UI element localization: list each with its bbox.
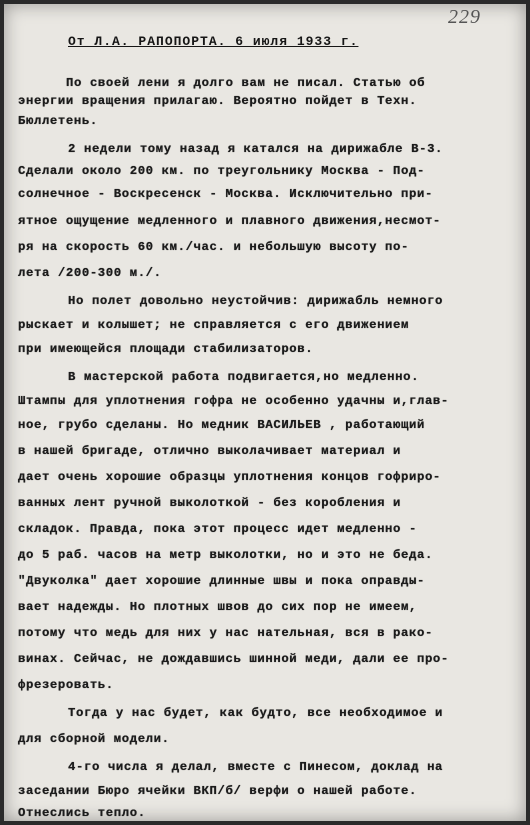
body-line: Бюллетень. (18, 114, 98, 128)
body-line: Штампы для уплотнения гофра не особенно удачны и,глав- (18, 394, 449, 408)
body-line: при имеющейся площади стабилизаторов. (18, 342, 314, 356)
body-line: 2 недели тому назад я катался на дирижабле В-3. (68, 142, 444, 156)
body-line: вает надежды. Но плотных швов до сих пор не имеем, (18, 600, 417, 614)
body-line: потому что медь для них у нас нательная, вся в рако- (18, 626, 433, 640)
body-line: Тогда у нас будет, как будто, все необходимое и (68, 706, 444, 720)
body-line: для сборной модели. (18, 732, 170, 746)
body-line: ря на скорость 60 км./час. и небольшую высоту по- (18, 240, 409, 254)
body-line: заседании Бюро ячейки ВКП/б/ верфи о нашей работе. (18, 784, 417, 798)
body-line: складок. Правда, пока этот процесс идет медленно - (18, 522, 417, 536)
body-line: солнечное - Воскресенск - Москва. Исключительно при- (18, 187, 433, 201)
body-line: лета /200-300 м./. (18, 266, 162, 280)
body-line: ное, грубо сделаны. Но медник ВАСИЛЬЕВ , работающий (18, 418, 425, 432)
body-line: рыскает и колышет; не справляется с его движением (18, 318, 409, 332)
body-line: в нашей бригаде, отлично выколачивает материал и (18, 444, 402, 458)
body-line: "Двуколка" дает хорошие длинные швы и пока оправды- (18, 574, 425, 588)
body-line: фрезеровать. (18, 678, 114, 692)
body-line: По своей лени я долго вам не писал. Статью об (66, 76, 426, 90)
archive-page-number: 229 (448, 6, 481, 28)
body-line: Отнеслись тепло. (18, 806, 146, 820)
body-line: В мастерской работа подвигается,но медленно. (68, 370, 420, 384)
body-line: ванных лент ручной выколоткой - без коробления и (18, 496, 402, 510)
body-line: Сделали около 200 км. по треугольнику Москва - Под- (18, 164, 425, 178)
body-line: Но полет довольно неустойчив: дирижабль немного (68, 294, 444, 308)
body-line: до 5 раб. часов на метр выколотки, но и это не беда. (18, 548, 433, 562)
body-line: ятное ощущение медленного и плавного движения,несмот- (18, 214, 441, 228)
body-line: дает очень хорошие образцы уплотнения концов гофриро- (18, 470, 441, 484)
letter-title: От Л.А. РАПОПОРТА. 6 июля 1933 г. (68, 34, 359, 49)
body-line: 4-го числа я делал, вместе с Пинесом, доклад на (68, 760, 444, 774)
body-line: энергии вращения прилагаю. Вероятно пойдет в Техн. (18, 94, 417, 108)
document-page (4, 4, 526, 821)
body-line: винах. Сейчас, не дождавшись шинной меди, дали ее про- (18, 652, 449, 666)
